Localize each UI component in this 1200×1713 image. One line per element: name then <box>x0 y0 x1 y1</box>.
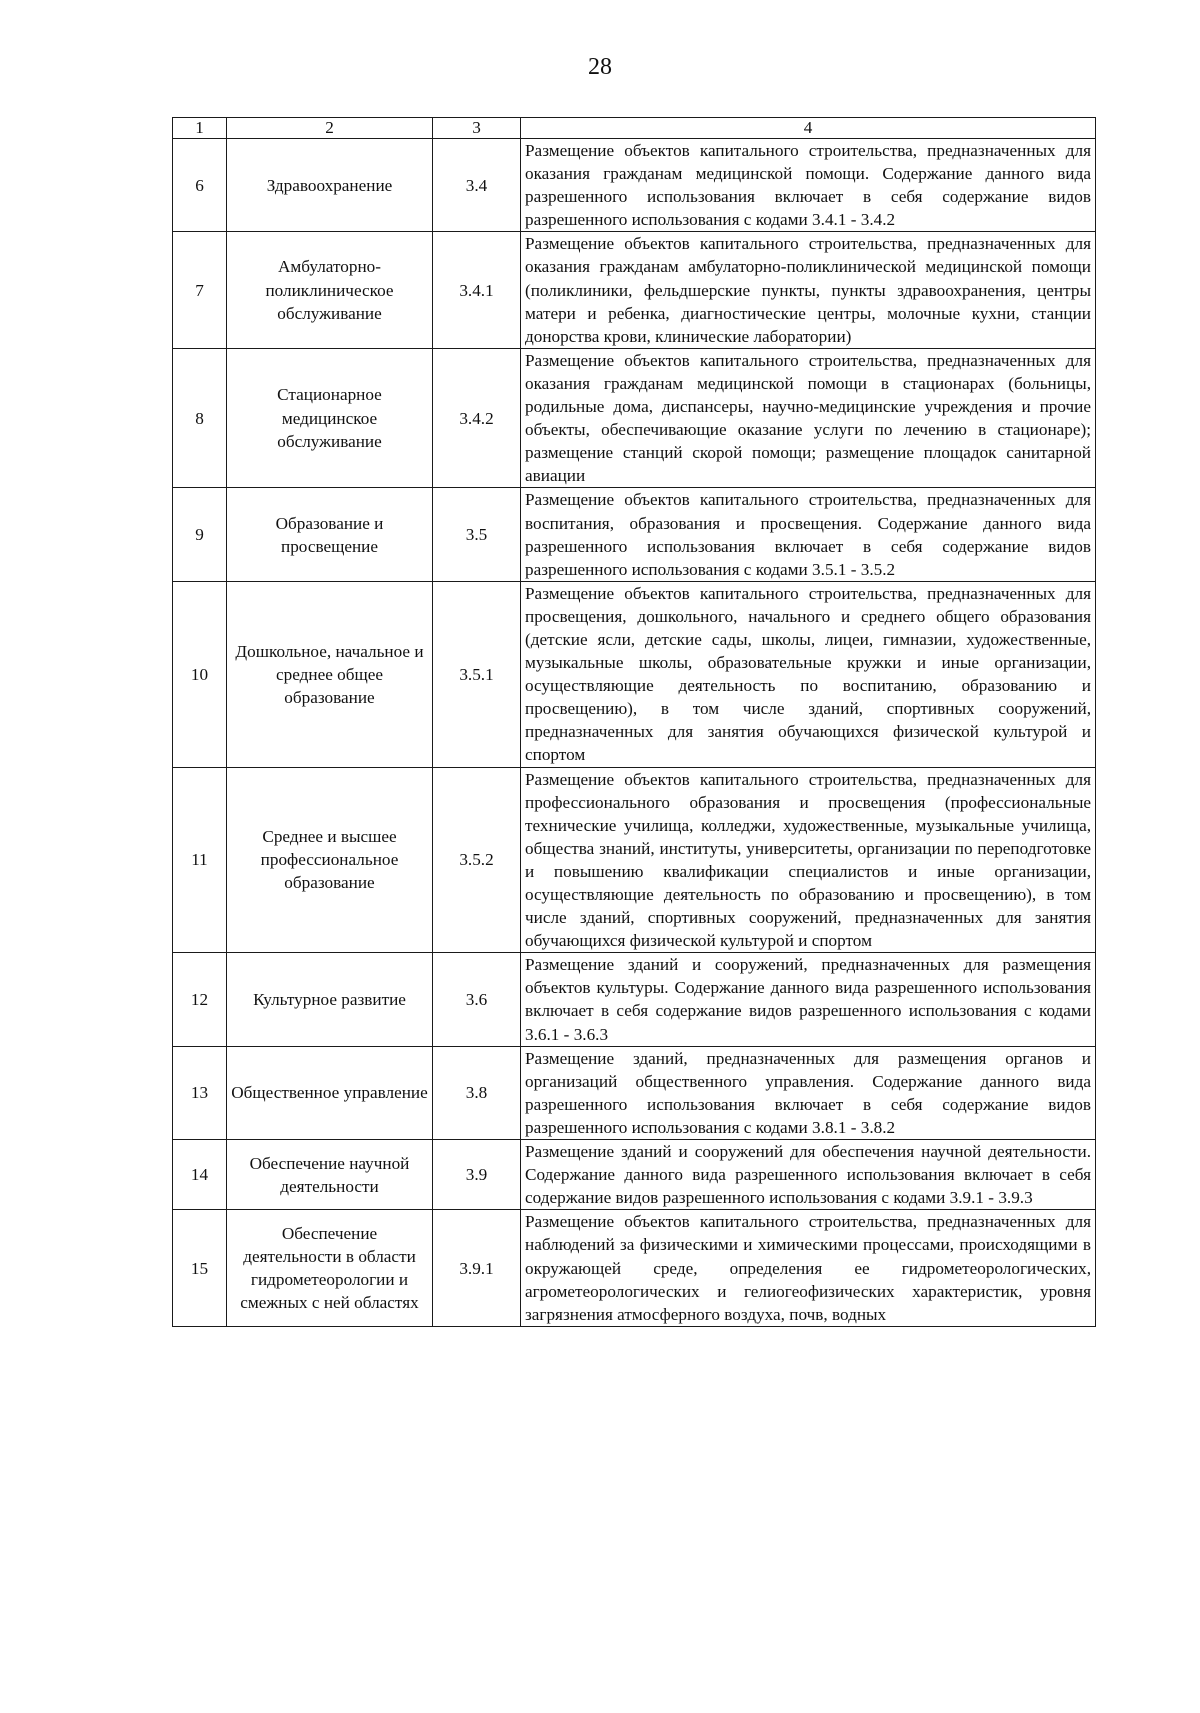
use-type-code: 3.6 <box>433 953 521 1046</box>
header-cell-1: 1 <box>173 118 227 139</box>
row-number: 14 <box>173 1140 227 1210</box>
table-row <box>173 348 1096 488</box>
use-type-description: Размещение зданий и сооружений для обеспечения научной деятельности. Содержание данного вида разрешенного использования включает в себя содержание видов разрешенного использования с кодами 3.9.1 - 3.9.3 <box>521 1140 1096 1210</box>
use-type-name: Образование и просвещение <box>227 488 433 581</box>
use-type-description: Размещение объектов капитального строительства, предназначенных для оказания гражданам амбулаторно-поликлинической медицинской помощи (поликлиники, фельдшерские пункты, пункты здравоохранения, центры матери и ребенка, диагностические центры, молочные кухни, станции донорства крови, клинические лаборатории) <box>521 232 1096 348</box>
use-type-description: Размещение объектов капитального строительства, предназначенных для просвещения, дошкольного, начального и среднего общего образования (детские ясли, детские сады, школы, лицеи, гимназии, художественные, музыкальные школы, образовательные кружки и иные организации, осуществляющие деятельность по воспитанию, образованию и просвещению), в том числе зданий, спортивных сооружений, предназначенных для занятия обучающихся физической культурой и спортом <box>521 581 1096 767</box>
row-number: 8 <box>173 348 227 488</box>
row-number: 11 <box>173 767 227 953</box>
row-number: 6 <box>173 139 227 232</box>
table-header-row <box>173 118 1096 139</box>
row-number: 10 <box>173 581 227 767</box>
table-row <box>173 139 1096 232</box>
use-type-description: Размещение объектов капитального строительства, предназначенных для оказания гражданам медицинской помощи. Содержание данного вида разрешенного использования включает в себя содержание видов разрешенного использования с кодами 3.4.1 - 3.4.2 <box>521 139 1096 232</box>
use-type-code: 3.5.2 <box>433 767 521 953</box>
use-type-name: Обеспечение деятельности в области гидрометеорологии и смежных с ней областях <box>227 1210 433 1326</box>
table-row <box>173 1046 1096 1139</box>
use-type-code: 3.5.1 <box>433 581 521 767</box>
use-type-description: Размещение зданий и сооружений, предназначенных для размещения объектов культуры. Содержание данного вида разрешенного использования включает в себя содержание видов разрешенного использования с кодами 3.6.1 - 3.6.3 <box>521 953 1096 1046</box>
table-row <box>173 488 1096 581</box>
use-type-name: Стационарное медицинское обслуживание <box>227 348 433 488</box>
row-number: 9 <box>173 488 227 581</box>
header-cell-2: 2 <box>227 118 433 139</box>
row-number: 12 <box>173 953 227 1046</box>
header-cell-3: 3 <box>433 118 521 139</box>
row-number: 15 <box>173 1210 227 1326</box>
land-use-table <box>172 117 1096 1327</box>
row-number: 13 <box>173 1046 227 1139</box>
table-row <box>173 1210 1096 1326</box>
page-number: 28 <box>588 54 612 80</box>
row-number: 7 <box>173 232 227 348</box>
use-type-name: Обеспечение научной деятельности <box>227 1140 433 1210</box>
table-row <box>173 767 1096 953</box>
use-type-code: 3.8 <box>433 1046 521 1139</box>
use-type-code: 3.5 <box>433 488 521 581</box>
use-type-description: Размещение объектов капитального строительства, предназначенных для оказания гражданам медицинской помощи в стационарах (больницы, родильные дома, диспансеры, научно-медицинские учреждения и прочие объекты, обеспечивающие оказание услуги по лечению в стационаре); размещение станций скорой помощи; размещение площадок санитарной авиации <box>521 348 1096 488</box>
use-type-description: Размещение объектов капитального строительства, предназначенных для профессионального образования и просвещения (профессиональные технические училища, колледжи, художественные, музыкальные училища, общества знаний, институты, университеты, организации по переподготовке и повышению квалификации специалистов и иные организации, осуществляющие деятельность по образованию и просвещению), в том числе зданий, спортивных сооружений, предназначенных для занятия обучающихся физической культурой и спортом <box>521 767 1096 953</box>
use-type-code: 3.9.1 <box>433 1210 521 1326</box>
use-type-name: Культурное развитие <box>227 953 433 1046</box>
use-type-name: Амбулаторно-поликлиническое обслуживание <box>227 232 433 348</box>
header-cell-4: 4 <box>521 118 1096 139</box>
table-row <box>173 1140 1096 1210</box>
use-type-description: Размещение объектов капитального строительства, предназначенных для воспитания, образования и просвещения. Содержание данного вида разрешенного использования включает в себя содержание видов разрешенного использования с кодами 3.5.1 - 3.5.2 <box>521 488 1096 581</box>
use-type-code: 3.4 <box>433 139 521 232</box>
use-type-code: 3.4.1 <box>433 232 521 348</box>
table-row <box>173 581 1096 767</box>
use-type-name: Здравоохранение <box>227 139 433 232</box>
use-type-code: 3.9 <box>433 1140 521 1210</box>
use-type-name: Среднее и высшее профессиональное образование <box>227 767 433 953</box>
use-type-code: 3.4.2 <box>433 348 521 488</box>
use-type-description: Размещение зданий, предназначенных для размещения органов и организаций общественного управления. Содержание данного вида разрешенного использования включает в себя содержание видов разрешенного использования с кодами 3.8.1 - 3.8.2 <box>521 1046 1096 1139</box>
table-row <box>173 232 1096 348</box>
use-type-description: Размещение объектов капитального строительства, предназначенных для наблюдений за физическими и химическими процессами, происходящими в окружающей среде, определения ее гидрометеорологических, агрометеорологических и гелиогеофизических характеристик, уровня загрязнения атмосферного воздуха, почв, водных <box>521 1210 1096 1326</box>
use-type-name: Дошкольное, начальное и среднее общее образование <box>227 581 433 767</box>
use-type-name: Общественное управление <box>227 1046 433 1139</box>
table-row <box>173 953 1096 1046</box>
